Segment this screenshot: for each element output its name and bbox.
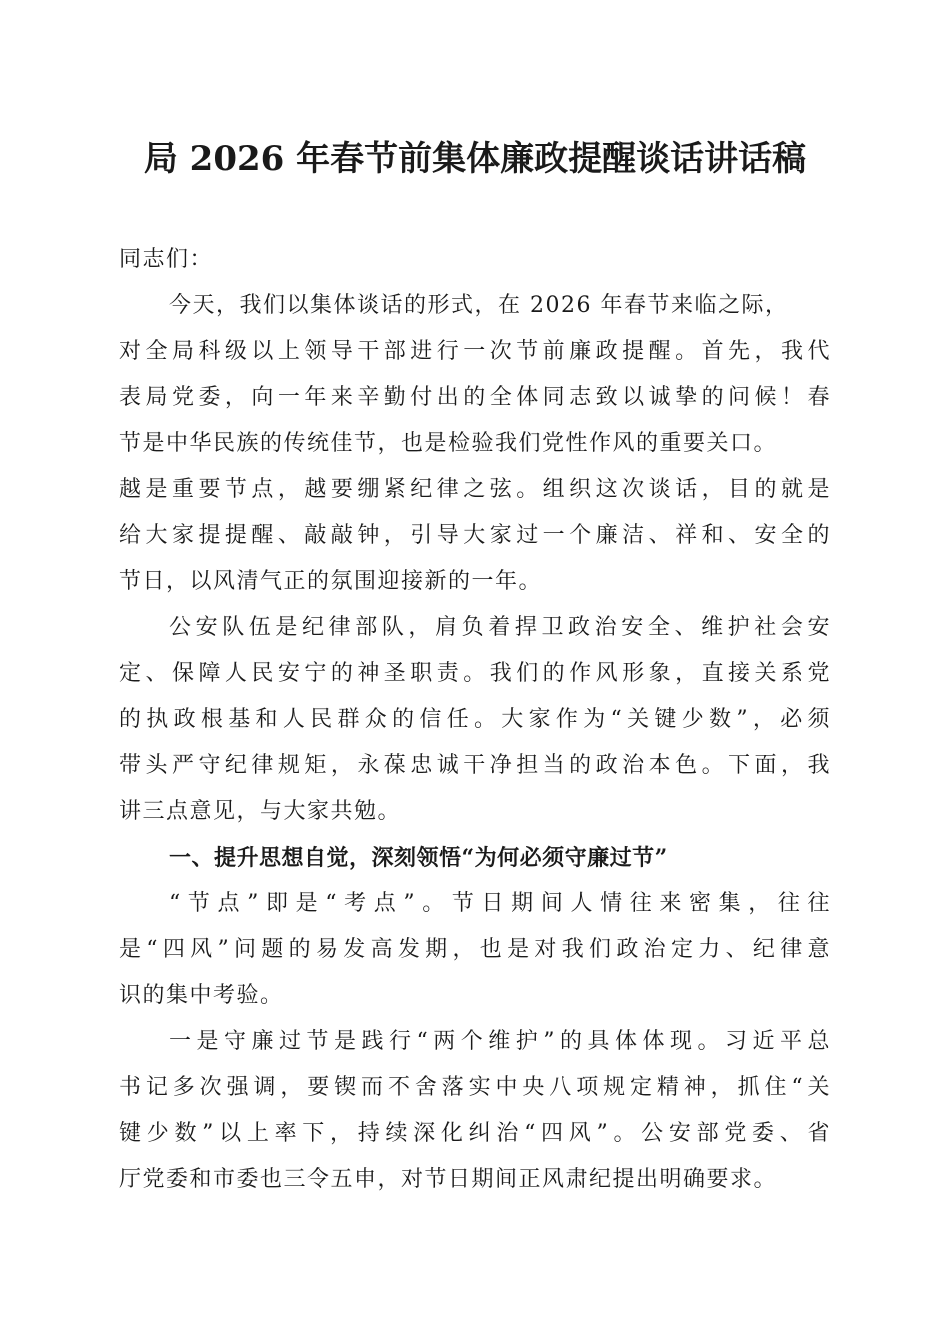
paragraph-point-one [119,1019,831,1203]
text-line: 给大家提提醒、敲敲钟，引导大家过一个廉洁、祥和、安全的 [119,523,831,548]
text-line: 越是重要节点，越要绷紧纪律之弦。组织这次谈话，目的就是 [119,477,831,502]
paragraph-checkpoint [119,881,831,1019]
text-line: 书记多次强调，要锲而不舍落实中央八项规定精神，抓住“关 [119,1075,831,1100]
section-heading: 一、提升思想自觉，深刻领悟“为何必须守廉过节” [169,845,668,871]
text-line: 识的集中考验。 [119,983,284,1008]
text-line: 一是守廉过节是践行“两个维护”的具体体现。习近平总 [169,1029,831,1054]
text-line: 键少数”以上率下，持续深化纠治“四风”。公安部党委、省 [119,1121,831,1146]
document-title: 局 2026 年春节前集体廉政提醒谈话讲话稿 [143,139,807,179]
paragraph-opening [119,283,831,605]
text-line: 是“四风”问题的易发高发期，也是对我们政治定力、纪律意 [119,937,831,962]
paragraph-discipline [119,605,831,835]
text-line: 的执政根基和人民群众的信任。大家作为“关键少数”，必须 [119,707,831,732]
text-line: 节是中华民族的传统佳节，也是检验我们党性作风的重要关口。 [119,431,778,456]
text-line: 讲三点意见，与大家共勉。 [119,799,402,824]
text-line: 对全局科级以上领导干部进行一次节前廉政提醒。首先，我代 [119,339,831,364]
text-line: 厅党委和市委也三令五申，对节日期间正风肃纪提出明确要求。 [119,1167,778,1192]
text-line: 表局党委，向一年来辛勤付出的全体同志致以诚挚的问候！春 [119,385,831,410]
text-line: “节点”即是“考点”。节日期间人情往来密集，往往 [169,891,831,916]
text-line: 节日，以风清气正的氛围迎接新的一年。 [119,569,543,594]
document-body [119,237,831,1203]
text-line: 公安队伍是纪律部队，肩负着捍卫政治安全、维护社会安 [169,615,831,640]
text-line: 带头严守纪律规矩，永葆忠诚干净担当的政治本色。下面，我 [119,753,831,778]
text-line: 定、保障人民安宁的神圣职责。我们的作风形象，直接关系党 [119,661,831,686]
text-line: 今天，我们以集体谈话的形式，在 2026 年春节来临之际， [169,293,789,318]
salutation: 同志们： [119,247,214,272]
